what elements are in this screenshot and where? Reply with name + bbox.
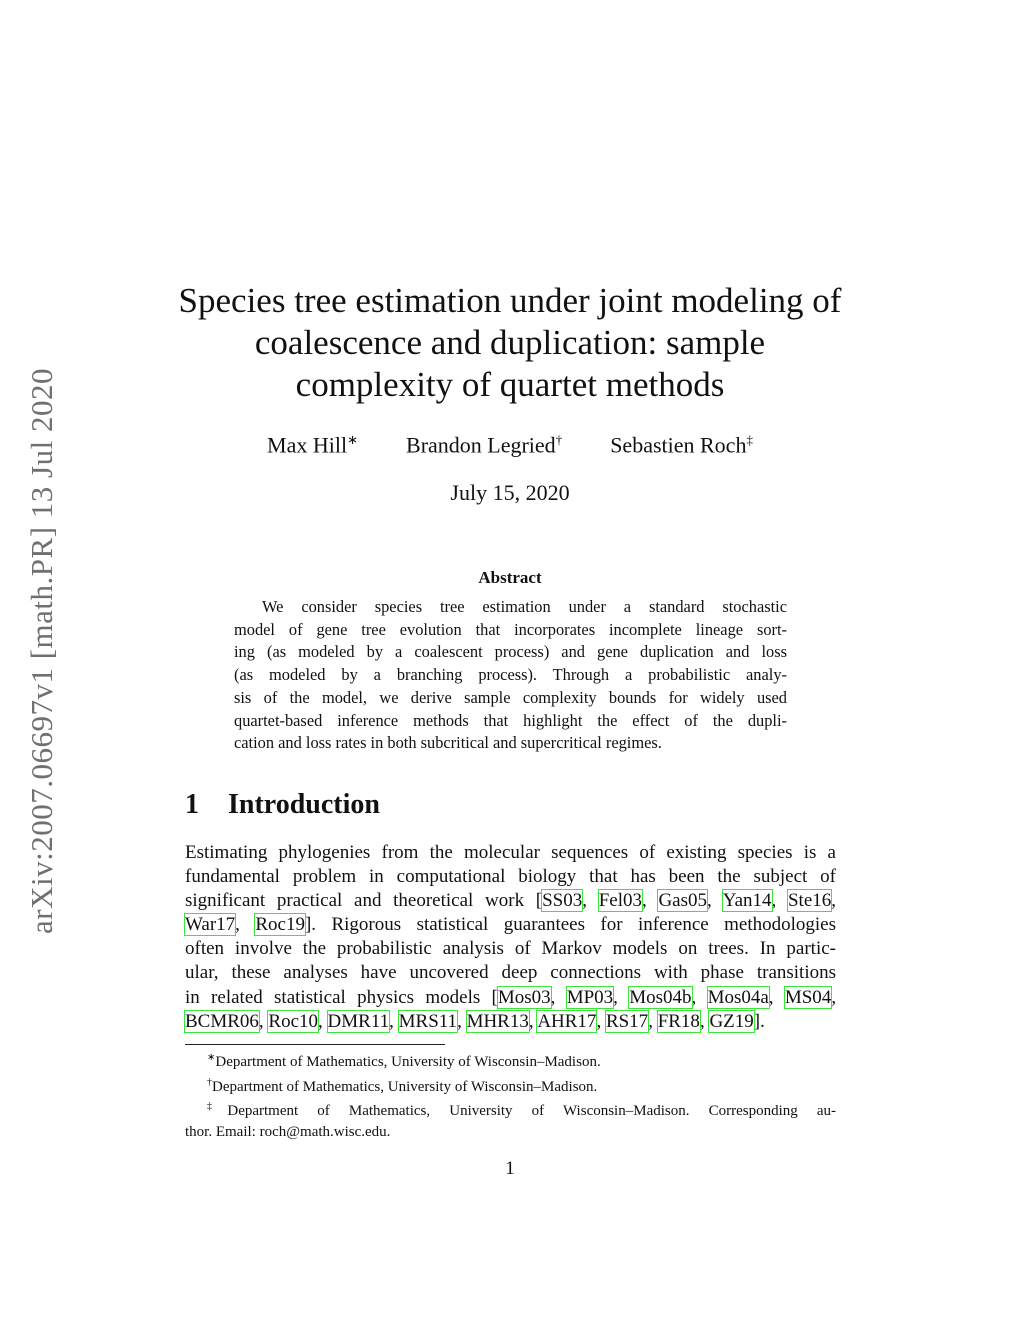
section-number: 1 [185,789,199,820]
paragraph-line: in related statistical physics models [Mos03, MP03, Mos04b, Mos04a, MS04, [185,986,837,1008]
paragraph-line: BCMR06, Roc10, DMR11, MRS11, MHR13, AHR17, RS17, FR18, GZ19]. [185,1010,765,1032]
footnote [185,1073,836,1098]
paragraph-line: often involve the probabilistic analysis of Markov models on trees. In partic- [185,938,836,960]
title-line: coalescence and duplication: sample [254,323,766,362]
citation-link[interactable]: MP03 [566,986,614,1008]
abstract-body [234,596,787,755]
arxiv-identifier[interactable]: arXiv:2007.06697v1 [math.PR] 13 Jul 2020 [24,368,60,934]
abstract-heading: Abstract [478,568,542,587]
citation-link[interactable]: BCMR06 [185,1010,259,1032]
abstract-line: We consider species tree estimation under a standard stochastic [262,597,787,616]
paragraph-text: significant practical and theoretical work [ [185,890,543,912]
footnote-mark[interactable]: † [555,432,563,447]
paragraph-line: fundamental problem in computational biology that has been the subject of [185,866,836,888]
abstract-line: sis of the model, we derive sample complexity bounds for widely used [234,687,787,707]
footnote-mark: ∗ [207,1052,216,1063]
author [406,432,562,458]
citation-link[interactable]: Fel03 [598,890,642,912]
citation-link[interactable]: SS03 [542,890,583,912]
citation-link[interactable]: War17 [185,914,236,936]
citation-link[interactable]: Roc10 [268,1010,319,1032]
author-name: Max Hill [267,432,348,458]
citation-link[interactable]: MHR13 [466,1010,529,1032]
footnote [185,1097,836,1122]
author [267,432,358,458]
abstract-line: quartet-based inference methods that highlight the effect of the dupli- [234,710,787,730]
author [610,432,753,458]
citation-link[interactable]: DMR11 [327,1010,390,1032]
paragraph-line: War17, Roc19]. Rigorous statistical guarantees for inference methodologies [185,914,836,936]
footnote-mark: † [207,1076,212,1088]
footnote-mark[interactable]: ∗ [347,432,359,447]
citation-link[interactable]: Mos03 [497,986,551,1008]
citation-link[interactable]: RS17 [605,1010,649,1032]
footnote-text: Department of Mathematics, University of Wisconsin–Madison. [215,1054,601,1070]
paragraph-text: ]. [753,1010,765,1032]
citation-link[interactable]: GZ19 [709,1010,754,1032]
title-line: complexity of quartet methods [295,365,725,404]
abstract-line: cation and loss rates in both subcritical and supercritical regimes. [234,733,662,753]
citation-link[interactable]: FR18 [657,1010,700,1032]
abstract-line: model of gene tree evolution that incorporates incomplete lineage sort- [234,619,787,639]
title-line: Species tree estimation under joint modeling of [178,281,842,320]
abstract-line: (as modeled by a branching process). Through a probabilistic analy- [234,665,787,685]
author-name: Sebastien Roch [610,432,747,458]
arxiv-stamp [13,346,71,956]
page-number: 1 [505,1158,515,1179]
citation-link[interactable]: AHR17 [537,1010,597,1032]
paragraph-line: Estimating phylogenies from the molecular sequences of existing species is a [185,842,836,863]
footnotes [185,1048,836,1142]
footnote [185,1048,836,1073]
paragraph-line: ular, these analyses have uncovered deep connections with phase transitions [185,962,836,984]
footnote-continuation: thor. Email: roch@math.wisc.edu. [185,1123,391,1140]
footnote-mark[interactable]: ‡ [746,432,753,447]
citation-link[interactable]: Mos04b [629,986,692,1008]
introduction-paragraph [185,841,836,1034]
citation-link[interactable]: Gas05 [658,890,707,912]
paper-date: July 15, 2020 [450,480,570,505]
abstract-line: ing (as modeled by a coalescent process) and gene duplication and loss [234,642,787,662]
citation-link[interactable]: Ste16 [787,890,832,912]
citation-link[interactable]: Mos04a [707,986,769,1008]
author-name: Brandon Legried [406,432,556,458]
author-list [170,432,850,458]
footnote-text: Department of Mathematics, University of Wisconsin–Madison. Corresponding au- [227,1103,837,1119]
citation-link[interactable]: Roc19 [255,914,305,936]
footnote-divider [185,1044,445,1045]
paragraph-line: significant practical and theoretical work [SS03, Fel03, Gas05, Yan14, Ste16, [185,890,836,912]
paragraph-text: ]. Rigorous statistical guarantees for inference methodologies [304,914,836,936]
citation-link[interactable]: MS04 [784,986,832,1008]
section-heading [185,789,380,821]
paragraph-text: in related statistical physics models [ [185,986,498,1008]
paper-title [170,280,850,406]
footnote-text: Department of Mathematics, University of Wisconsin–Madison. [212,1078,598,1095]
section-title: Introduction [228,789,380,820]
footnote-mark: ‡ [207,1101,228,1112]
citation-link[interactable]: Yan14 [722,890,772,912]
citation-link[interactable]: MRS11 [398,1010,458,1032]
